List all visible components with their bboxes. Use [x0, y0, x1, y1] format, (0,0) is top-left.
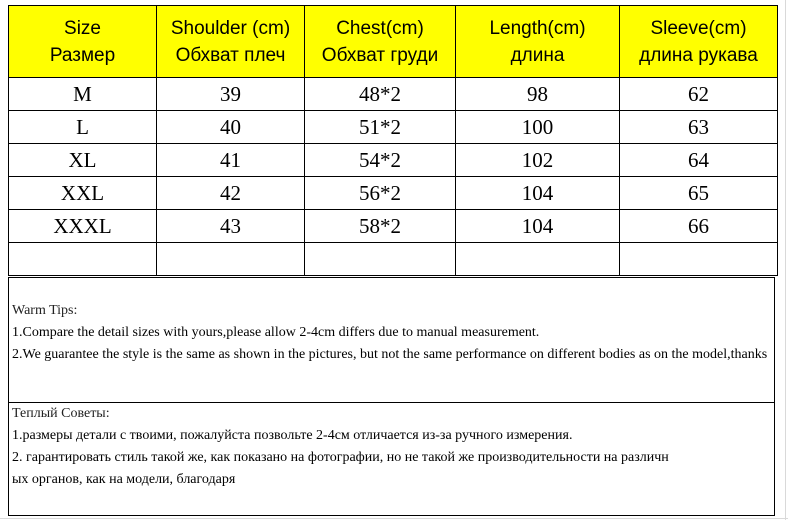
warm-tips-russian: [8, 402, 775, 516]
table-row: [9, 78, 778, 111]
empty-cell: [9, 243, 157, 276]
grid-line: [785, 0, 786, 520]
chest-cell: 54*2: [305, 144, 456, 177]
header-sleeve: [620, 6, 778, 78]
empty-row: [9, 243, 778, 276]
header-en: Chest(cm): [336, 17, 424, 39]
size-table: [8, 5, 778, 276]
empty-cell: [620, 243, 778, 276]
table-row: [9, 177, 778, 210]
table-row: [9, 210, 778, 243]
empty-cell: [456, 243, 620, 276]
header-size: [9, 6, 157, 78]
tips-title: Warm Tips:: [12, 303, 78, 318]
size-cell: L: [9, 111, 157, 144]
sleeve-cell: 66: [620, 210, 778, 243]
header-row: [9, 6, 778, 78]
size-cell: XXL: [9, 177, 157, 210]
chest-cell: 51*2: [305, 111, 456, 144]
tips-line: ых органов, как на модели, благодаря: [12, 472, 236, 487]
shoulder-cell: 42: [157, 177, 305, 210]
length-cell: 98: [456, 78, 620, 111]
length-cell: 104: [456, 210, 620, 243]
header-ru: Обхват груди: [321, 44, 439, 66]
sleeve-cell: 64: [620, 144, 778, 177]
header-chest: [305, 6, 456, 78]
header-ru: Размер: [49, 44, 116, 66]
header-en: Sleeve(cm): [650, 17, 747, 39]
size-cell: XXXL: [9, 210, 157, 243]
warm-tips-english: [8, 277, 775, 403]
shoulder-cell: 40: [157, 111, 305, 144]
sleeve-cell: 65: [620, 177, 778, 210]
header-en: Shoulder (cm): [170, 17, 291, 39]
chest-cell: 48*2: [305, 78, 456, 111]
tips-line: 1.размеры детали с твоими, пожалуйста позвольте 2-4см отличается из-за ручного измерения.: [12, 428, 573, 443]
table-row: [9, 111, 778, 144]
shoulder-cell: 43: [157, 210, 305, 243]
header-ru: длина рукава: [639, 44, 758, 66]
table-row: [9, 144, 778, 177]
length-cell: 104: [456, 177, 620, 210]
tips-line: 1.Compare the detail sizes with yours,please allow 2-4cm differs due to manual measurement.: [12, 325, 540, 340]
header-length: [456, 6, 620, 78]
tips-line: 2. гарантировать стиль такой же, как показано на фотографии, но не такой же производительности на различн: [12, 450, 669, 465]
chest-cell: 56*2: [305, 177, 456, 210]
size-cell: M: [9, 78, 157, 111]
header-ru: длина: [510, 44, 565, 66]
sleeve-cell: 62: [620, 78, 778, 111]
grid-line: [0, 518, 788, 519]
header-en: Length(cm): [489, 17, 586, 39]
empty-cell: [305, 243, 456, 276]
sleeve-cell: 63: [620, 111, 778, 144]
empty-cell: [157, 243, 305, 276]
size-cell: XL: [9, 144, 157, 177]
header-ru: Обхват плеч: [175, 44, 286, 66]
length-cell: 100: [456, 111, 620, 144]
header-shoulder: [157, 6, 305, 78]
chest-cell: 58*2: [305, 210, 456, 243]
header-en: Size: [64, 17, 101, 39]
tips-line: 2.We guarantee the style is the same as shown in the pictures, but not the same performance on different bodies as on the model,thanks: [12, 347, 768, 362]
shoulder-cell: 41: [157, 144, 305, 177]
shoulder-cell: 39: [157, 78, 305, 111]
length-cell: 102: [456, 144, 620, 177]
tips-title: Теплый Советы:: [12, 406, 110, 421]
